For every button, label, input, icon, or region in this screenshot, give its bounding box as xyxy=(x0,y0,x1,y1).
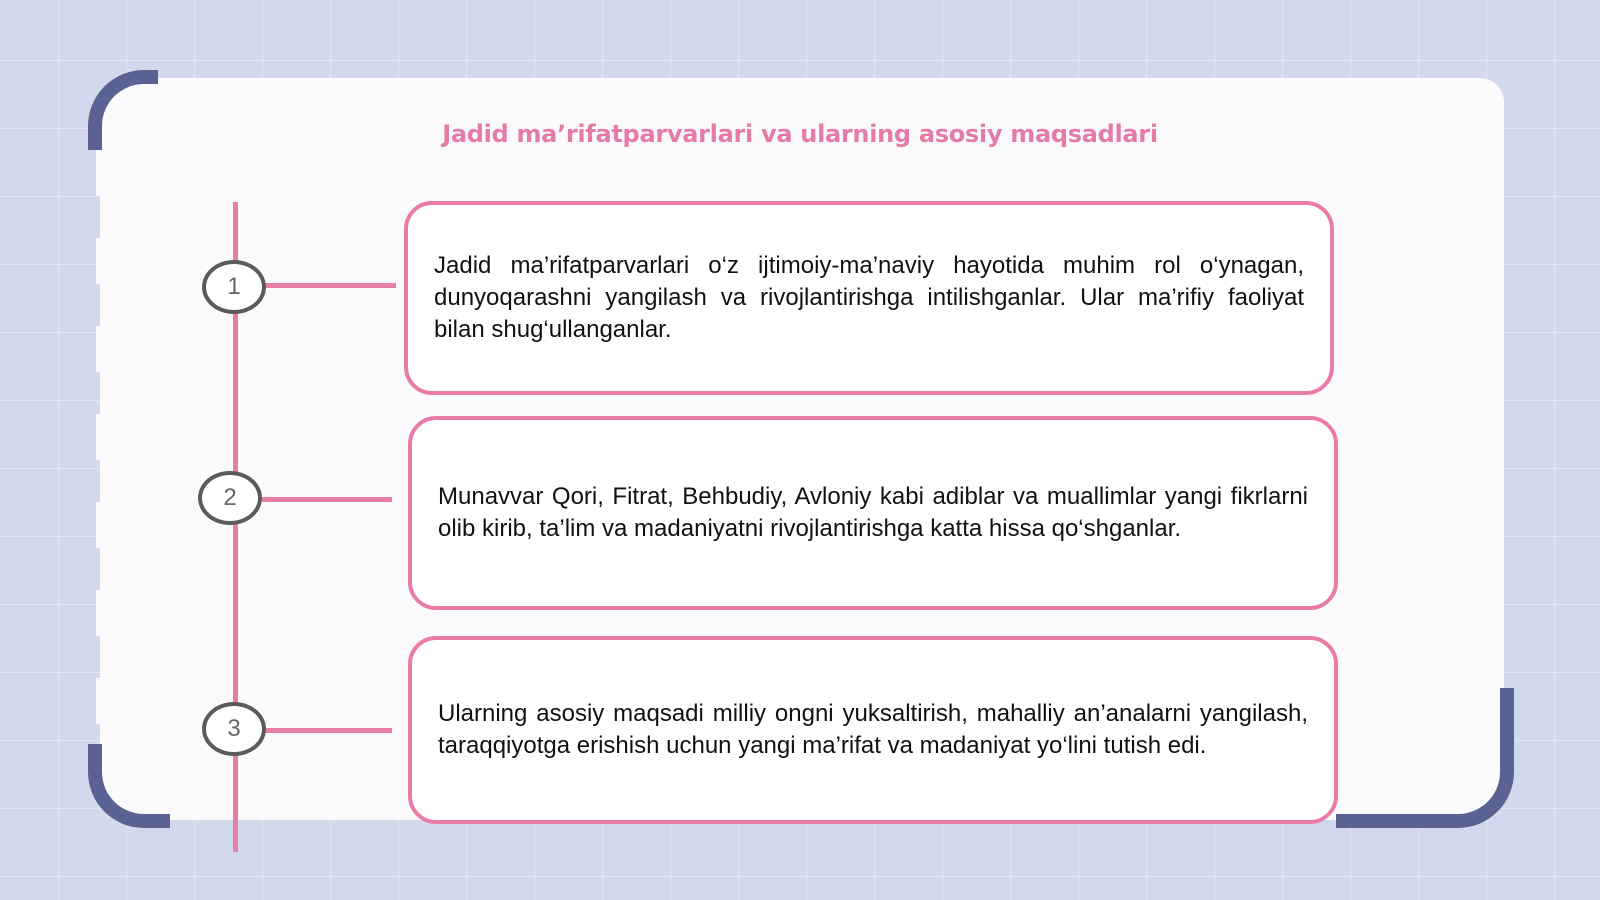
scallop xyxy=(96,590,130,636)
timeline-item-box-3 xyxy=(408,636,1338,824)
notebook-scallop-edge xyxy=(96,150,130,770)
timeline-item-box-2 xyxy=(408,416,1338,610)
scallop xyxy=(96,502,130,548)
step-number-3: 3 xyxy=(202,702,266,756)
scallop xyxy=(96,238,130,284)
corner-bracket-top-left xyxy=(88,70,158,150)
timeline-connector-3 xyxy=(262,728,392,733)
timeline-item-text-2: Munavvar Qori, Fitrat, Behbudiy, Avloniy kabi adiblar va muallimlar yangi fikrlarni olib kirib, ta’lim va madaniyatni rivojlantirishga katta hissa qo‘shganlar. xyxy=(438,483,1308,542)
timeline-connector-1 xyxy=(262,283,396,288)
scallop xyxy=(96,678,130,724)
timeline-item-box-1 xyxy=(404,201,1334,395)
timeline-item-text-1: Jadid ma’rifatparvarlari o‘z ijtimoiy-ma’naviy hayotida muhim rol o‘ynagan, dunyoqarashni yangilash va rivojlantirishga intilishganlar. Ular ma’rifiy faoliyat bilan shug‘ullanganlar. xyxy=(434,252,1304,343)
scallop xyxy=(96,150,130,196)
corner-bracket-bottom-left xyxy=(88,744,170,828)
corner-bracket-bottom-right xyxy=(1336,688,1514,828)
scallop xyxy=(96,326,130,372)
timeline-connector-2 xyxy=(262,497,392,502)
scallop xyxy=(96,414,130,460)
step-number-1: 1 xyxy=(202,260,266,314)
step-number-2: 2 xyxy=(198,471,262,525)
timeline-item-text-3: Ularning asosiy maqsadi milliy ongni yuksaltirish, mahalliy an’analarni yangilash, taraqqiyotga erishish uchun yangi ma’rifat va madaniyat yo‘lini tutish edi. xyxy=(438,700,1308,759)
slide-title: Jadid ma’rifatparvarlari va ularning asosiy maqsadlari xyxy=(442,120,1158,148)
